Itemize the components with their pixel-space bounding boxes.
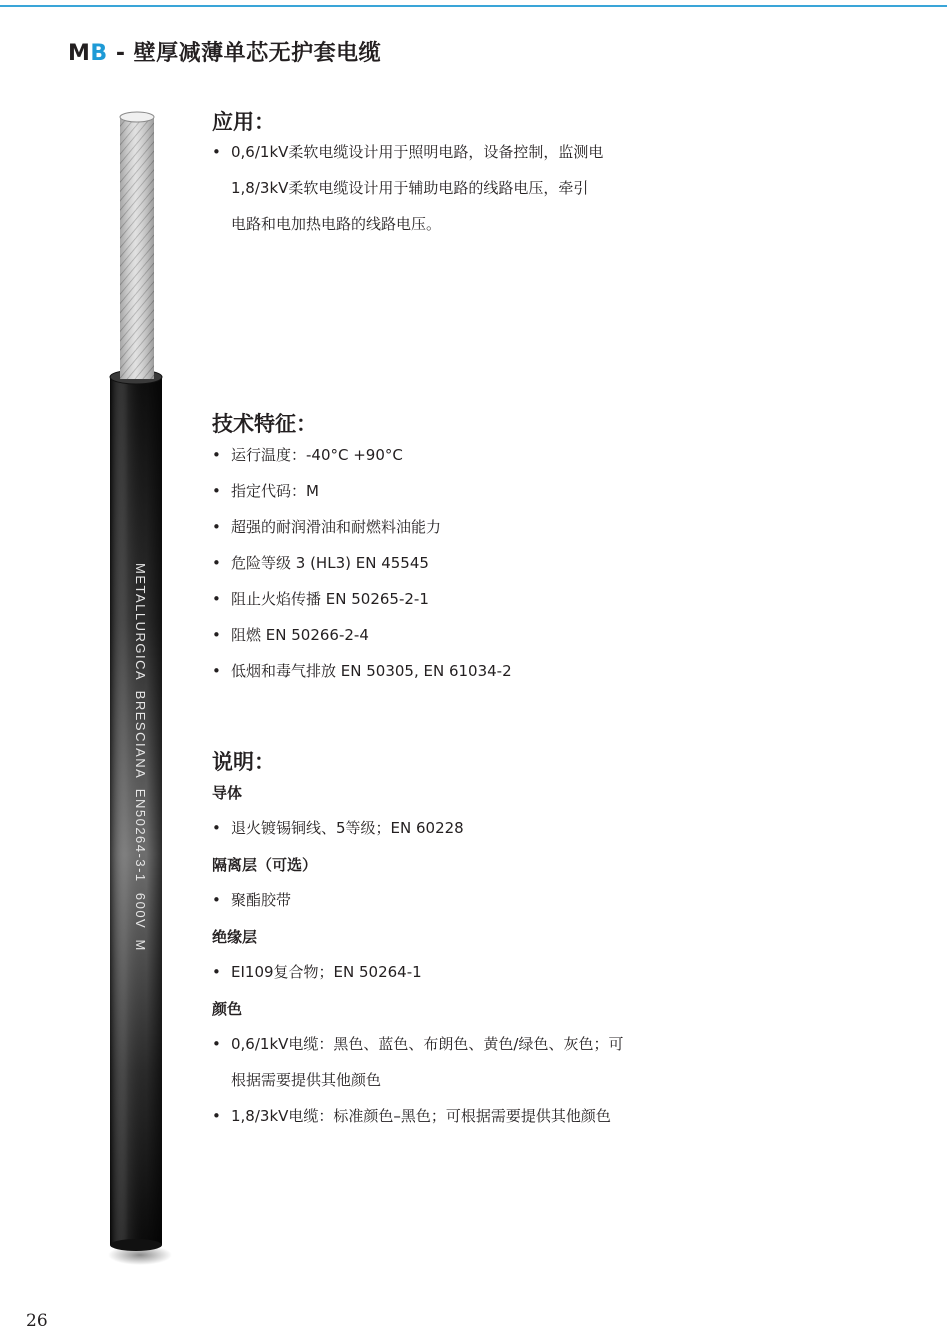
technical-item: • 运行温度：-40°C +90°C xyxy=(212,446,403,464)
technical-item: • 阻燃 EN 50266-2-4 xyxy=(212,626,369,644)
top-rule xyxy=(0,5,947,7)
application-line-3: 电路和电加热电路的线路电压。 xyxy=(231,215,442,233)
cable-print-text: METALLURGICA BRESCIANA EN50264-3-1 600V M xyxy=(133,563,148,952)
separator-label: 隔离层（可选） xyxy=(212,856,318,874)
color-item-1-cont: 根据需要提供其他颜色 xyxy=(231,1071,382,1089)
technical-item: • 指定代码：M xyxy=(212,482,319,500)
bullet-dot: • xyxy=(212,143,221,161)
conductor-label: 导体 xyxy=(212,784,243,802)
technical-item: • 危险等级 3 (HL3) EN 45545 xyxy=(212,554,429,572)
color-item-2: • 1,8/3kV电缆：标准颜色–黑色；可根据需要提供其他颜色 xyxy=(212,1107,611,1125)
conductor-item: • 退火镀锡铜线、5等级；EN 60228 xyxy=(212,819,464,837)
page-number: 26 xyxy=(26,1311,48,1331)
title-text: - 壁厚减薄单芯无护套电缆 xyxy=(107,41,382,66)
separator-item: • 聚酯胶带 xyxy=(212,891,292,909)
title-code-m: M xyxy=(68,41,91,66)
title-code-b: B xyxy=(90,41,108,66)
application-line-2: 1,8/3kV柔软电缆设计用于辅助电路的线路电压，牵引 xyxy=(231,179,589,197)
technical-item: • 超强的耐润滑油和耐燃料油能力 xyxy=(212,518,442,536)
application-heading: 应用： xyxy=(212,110,275,134)
technical-item: • 低烟和毒气排放 EN 50305, EN 61034-2 xyxy=(212,662,512,680)
description-heading: 说明： xyxy=(212,750,275,774)
insulation-item: • EI109复合物；EN 50264-1 xyxy=(212,963,422,981)
color-label: 颜色 xyxy=(212,1000,243,1018)
technical-heading: 技术特征： xyxy=(212,412,317,436)
color-item-1: • 0,6/1kV电缆：黑色、蓝色、布朗色、黄色/绿色、灰色；可 xyxy=(212,1035,624,1053)
page-title xyxy=(68,36,381,67)
technical-item: • 阻止火焰传播 EN 50265-2-1 xyxy=(212,590,429,608)
application-line-1: • 0,6/1kV柔软电缆设计用于照明电路，设备控制，监测电 xyxy=(212,143,604,161)
insulation-label: 绝缘层 xyxy=(212,928,258,946)
